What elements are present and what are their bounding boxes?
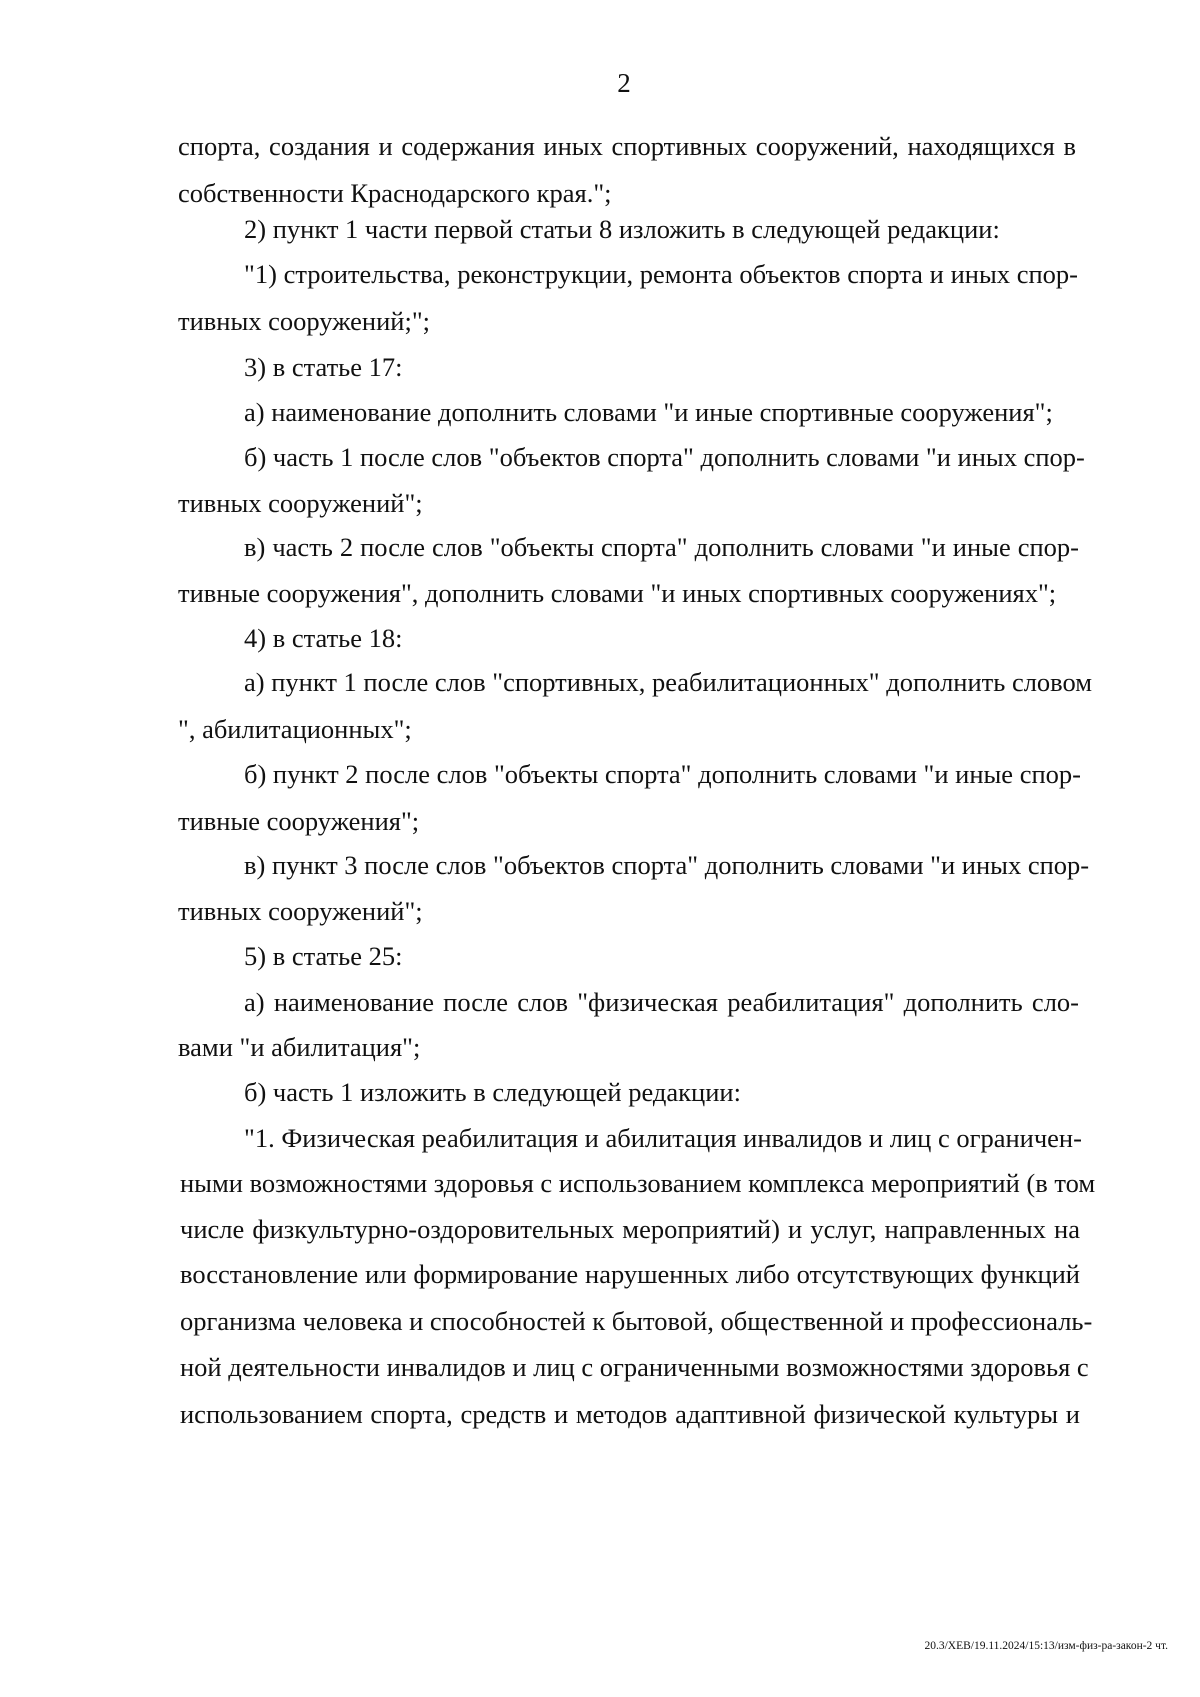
text-line: 3) в статье 17: <box>244 352 403 382</box>
text-line: ", абилитационных"; <box>178 714 412 744</box>
text-line: тивные сооружения", дополнить словами "и иных спортивных сооружениях"; <box>178 578 1057 608</box>
text-line: тивных сооружений"; <box>178 488 423 518</box>
text-line: тивных сооружений;"; <box>178 306 431 336</box>
text-line: а) пункт 1 после слов "спортивных, реабилитационных" дополнить словом <box>244 667 1093 697</box>
text-line: 2) пункт 1 части первой статьи 8 изложить в следующей редакции: <box>244 214 1000 244</box>
text-line: тивные сооружения"; <box>178 806 420 836</box>
text-line: спорта, создания и содержания иных спортивных сооружений, находящихся в <box>178 131 1076 161</box>
text-line: восстановление или формирование нарушенных либо отсутствующих функций <box>180 1259 1080 1289</box>
text-line: ными возможностями здоровья с использованием комплекса мероприятий (в том <box>180 1168 1096 1198</box>
text-line: в) часть 2 после слов "объекты спорта" дополнить словами "и иные спор- <box>244 532 1079 562</box>
text-line: в) пункт 3 после слов "объектов спорта" дополнить словами "и иных спор- <box>244 850 1090 880</box>
footer-code: 20.3/ХЕВ/19.11.2024/15:13/изм-физ-ра-закон-2 чт. <box>924 1640 1168 1652</box>
text-line: "1) строительства, реконструкции, ремонта объектов спорта и иных спор- <box>244 259 1078 289</box>
text-line: использованием спорта, средств и методов адаптивной физической культуры и <box>180 1399 1080 1429</box>
text-line: б) часть 1 изложить в следующей редакции: <box>244 1077 741 1107</box>
text-line: 5) в статье 25: <box>244 941 403 971</box>
text-line: б) часть 1 после слов "объектов спорта" дополнить словами "и иных спор- <box>244 442 1085 472</box>
text-line: а) наименование дополнить словами "и иные спортивные сооружения"; <box>244 397 1053 427</box>
text-line: собственности Краснодарского края."; <box>178 178 612 208</box>
text-line: "1. Физическая реабилитация и абилитация инвалидов и лиц с ограничен- <box>244 1123 1082 1153</box>
text-line: числе физкультурно-оздоровительных мероприятий) и услуг, направленных на <box>180 1214 1080 1244</box>
text-line: а) наименование после слов "физическая реабилитация" дополнить сло- <box>244 987 1079 1017</box>
text-line: ной деятельности инвалидов и лиц с ограниченными возможностями здоровья с <box>180 1352 1089 1382</box>
page-number: 2 <box>617 68 631 98</box>
text-line: тивных сооружений"; <box>178 896 423 926</box>
text-line: организма человека и способностей к бытовой, общественной и профессиональ- <box>180 1306 1093 1336</box>
text-line: б) пункт 2 после слов "объекты спорта" дополнить словами "и иные спор- <box>244 759 1081 789</box>
text-line: 4) в статье 18: <box>244 623 403 653</box>
text-line: вами "и абилитация"; <box>178 1032 421 1062</box>
